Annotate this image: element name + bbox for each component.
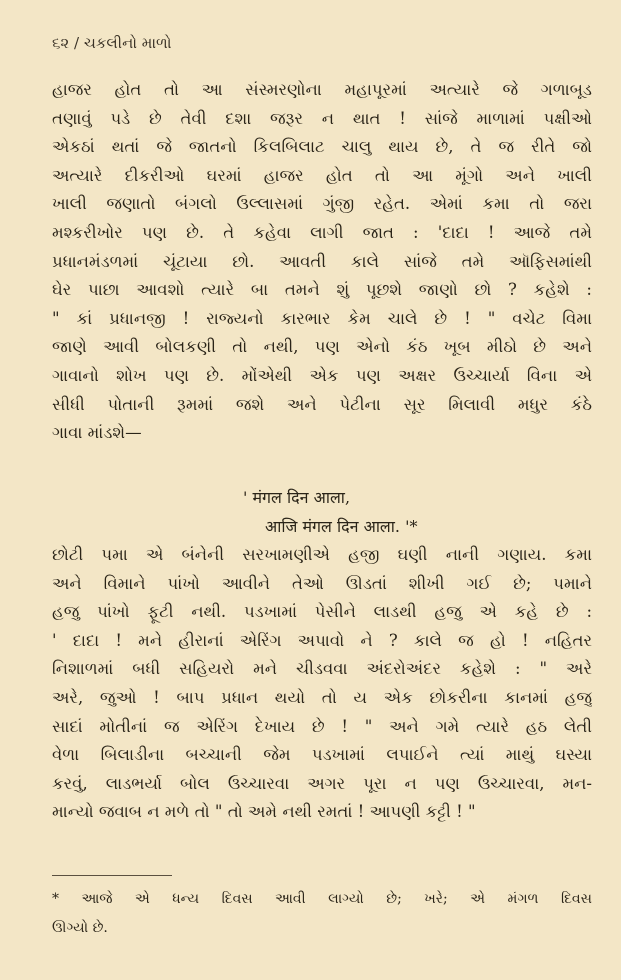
verse-line-2: आजि मंगल दिन आला. '* xyxy=(265,517,418,536)
footnote-rule xyxy=(52,875,172,876)
text-line: મશ્કરીખોર પણ છે. તે કહેવા લાગી જાત : 'દાદા ! આજે તમે xyxy=(52,222,592,242)
text-line: વેળા બિલાડીના બચ્ચાની જેમ પડખામાં લપાઈને ત્યાં માથું ઘસ્યા xyxy=(52,745,592,765)
text-line: સીધી પોતાની રૂમમાં જશે અને પેટીના સૂર મિલાવી મધુર કંઠે xyxy=(52,394,592,414)
text-line: પ્રધાનમંડળમાં ચૂંટાયા છો. આવતી કાલે સાંજે તમે ઑફિસમાંથી xyxy=(52,251,592,271)
text-line: ગાવાનો શોખ પણ છે. મોંએથી એક પણ અક્ષર ઉચ્ચાર્યા વિના એ xyxy=(52,365,592,385)
page-number: ૬૨ xyxy=(52,34,70,52)
footnote-line: * આજે એ ધન્ય દિવસ આવી લાગ્યો છે; ખરે; એ મંગળ દિવસ xyxy=(52,891,592,907)
text-line: અરે, જુઓ ! બાપ પ્રધાન થયો તો ય એક છોકરીના કાનમાં હજુ xyxy=(52,687,592,707)
text-line: છોટી પમા એ બંનેની સરખામણીએ હજી ઘણી નાની ગણાય. કમા xyxy=(52,545,592,564)
paragraph-2 xyxy=(52,541,592,827)
text-line: હજુ પાંખો ફૂટી નથી. પડખામાં પેસીને લાડથી હજુ એ કહે છે : xyxy=(52,602,592,622)
header-separator: / xyxy=(74,34,80,52)
footnote-line: ઊગ્યો છે. xyxy=(52,919,108,936)
text-line: જાણે આવી બોલકણી તો નથી, પણ એનો કંઠ ખૂબ મીઠો છે અને xyxy=(52,337,592,357)
text-line: હાજર હોત તો આ સંસ્મરણોના મહાપૂરમાં અત્યારે જે ગળાબૂડ xyxy=(52,80,592,99)
verse-line-1: ' मंगल दिन आला, xyxy=(243,488,351,507)
text-line: સાદાં મોતીનાં જ એરિંગ દેખાય છે ! " અને ગમે ત્યારે હઠ લેતી xyxy=(52,716,592,736)
book-title: ચકલીનો માળો xyxy=(83,34,172,52)
running-header xyxy=(52,34,171,52)
text-line: ખાલી જણાતો બંગલો ઉલ્લાસમાં ગુંજી રહેત. એમાં કમા તો જરા xyxy=(52,194,592,214)
text-line: કરવું, લાડભર્યા બોલ ઉચ્ચારવા અગર પૂરા ન પણ ઉચ્ચારવા, મન- xyxy=(52,773,592,793)
paragraph-1 xyxy=(52,76,592,448)
footnote xyxy=(52,886,592,943)
text-line: અત્યારે દીકરીઓ ઘરમાં હાજર હોત તો આ મૂંગો અને ખાલી xyxy=(52,165,592,185)
text-line: ઘેર પાછા આવશો ત્યારે બા તમને શું પૂછશે જાણો છો ? કહેશે : xyxy=(52,280,592,300)
text-line: નિશાળમાં બધી સહિયરો મને ચીડવવા અંદરોઅંદર કહેશે : " અરે xyxy=(52,659,592,679)
text-line: એકઠાં થતાં જે જાતનો કિલબિલાટ ચાલુ થાય છે, તે જ રીતે જો xyxy=(52,137,592,157)
text-line: ગાવા માંડશે— xyxy=(52,423,142,443)
text-line: માન્યો જવાબ ન મળે તો " તો અમે નથી રમતાં ! આપણી કટ્ટી ! " xyxy=(52,802,476,822)
text-line: તણાવું પડે છે તેવી દશા જરૂર ન થાત ! સાંજે માળામાં પક્ષીઓ xyxy=(52,108,592,128)
text-line: અને વિમાને પાંખો આવીને તેઓ ઊડતાં શીખી ગઈ છે; પમાને xyxy=(52,573,592,593)
text-line: ' દાદા ! મને હીરાનાં એરિંગ અપાવો ને ? કાલે જ હો ! નહિતર xyxy=(52,630,592,650)
text-line: " કાં પ્રધાનજી ! રાજ્યનો કારભાર કેમ ચાલે છે ! " વચેટ વિમા xyxy=(52,308,592,328)
